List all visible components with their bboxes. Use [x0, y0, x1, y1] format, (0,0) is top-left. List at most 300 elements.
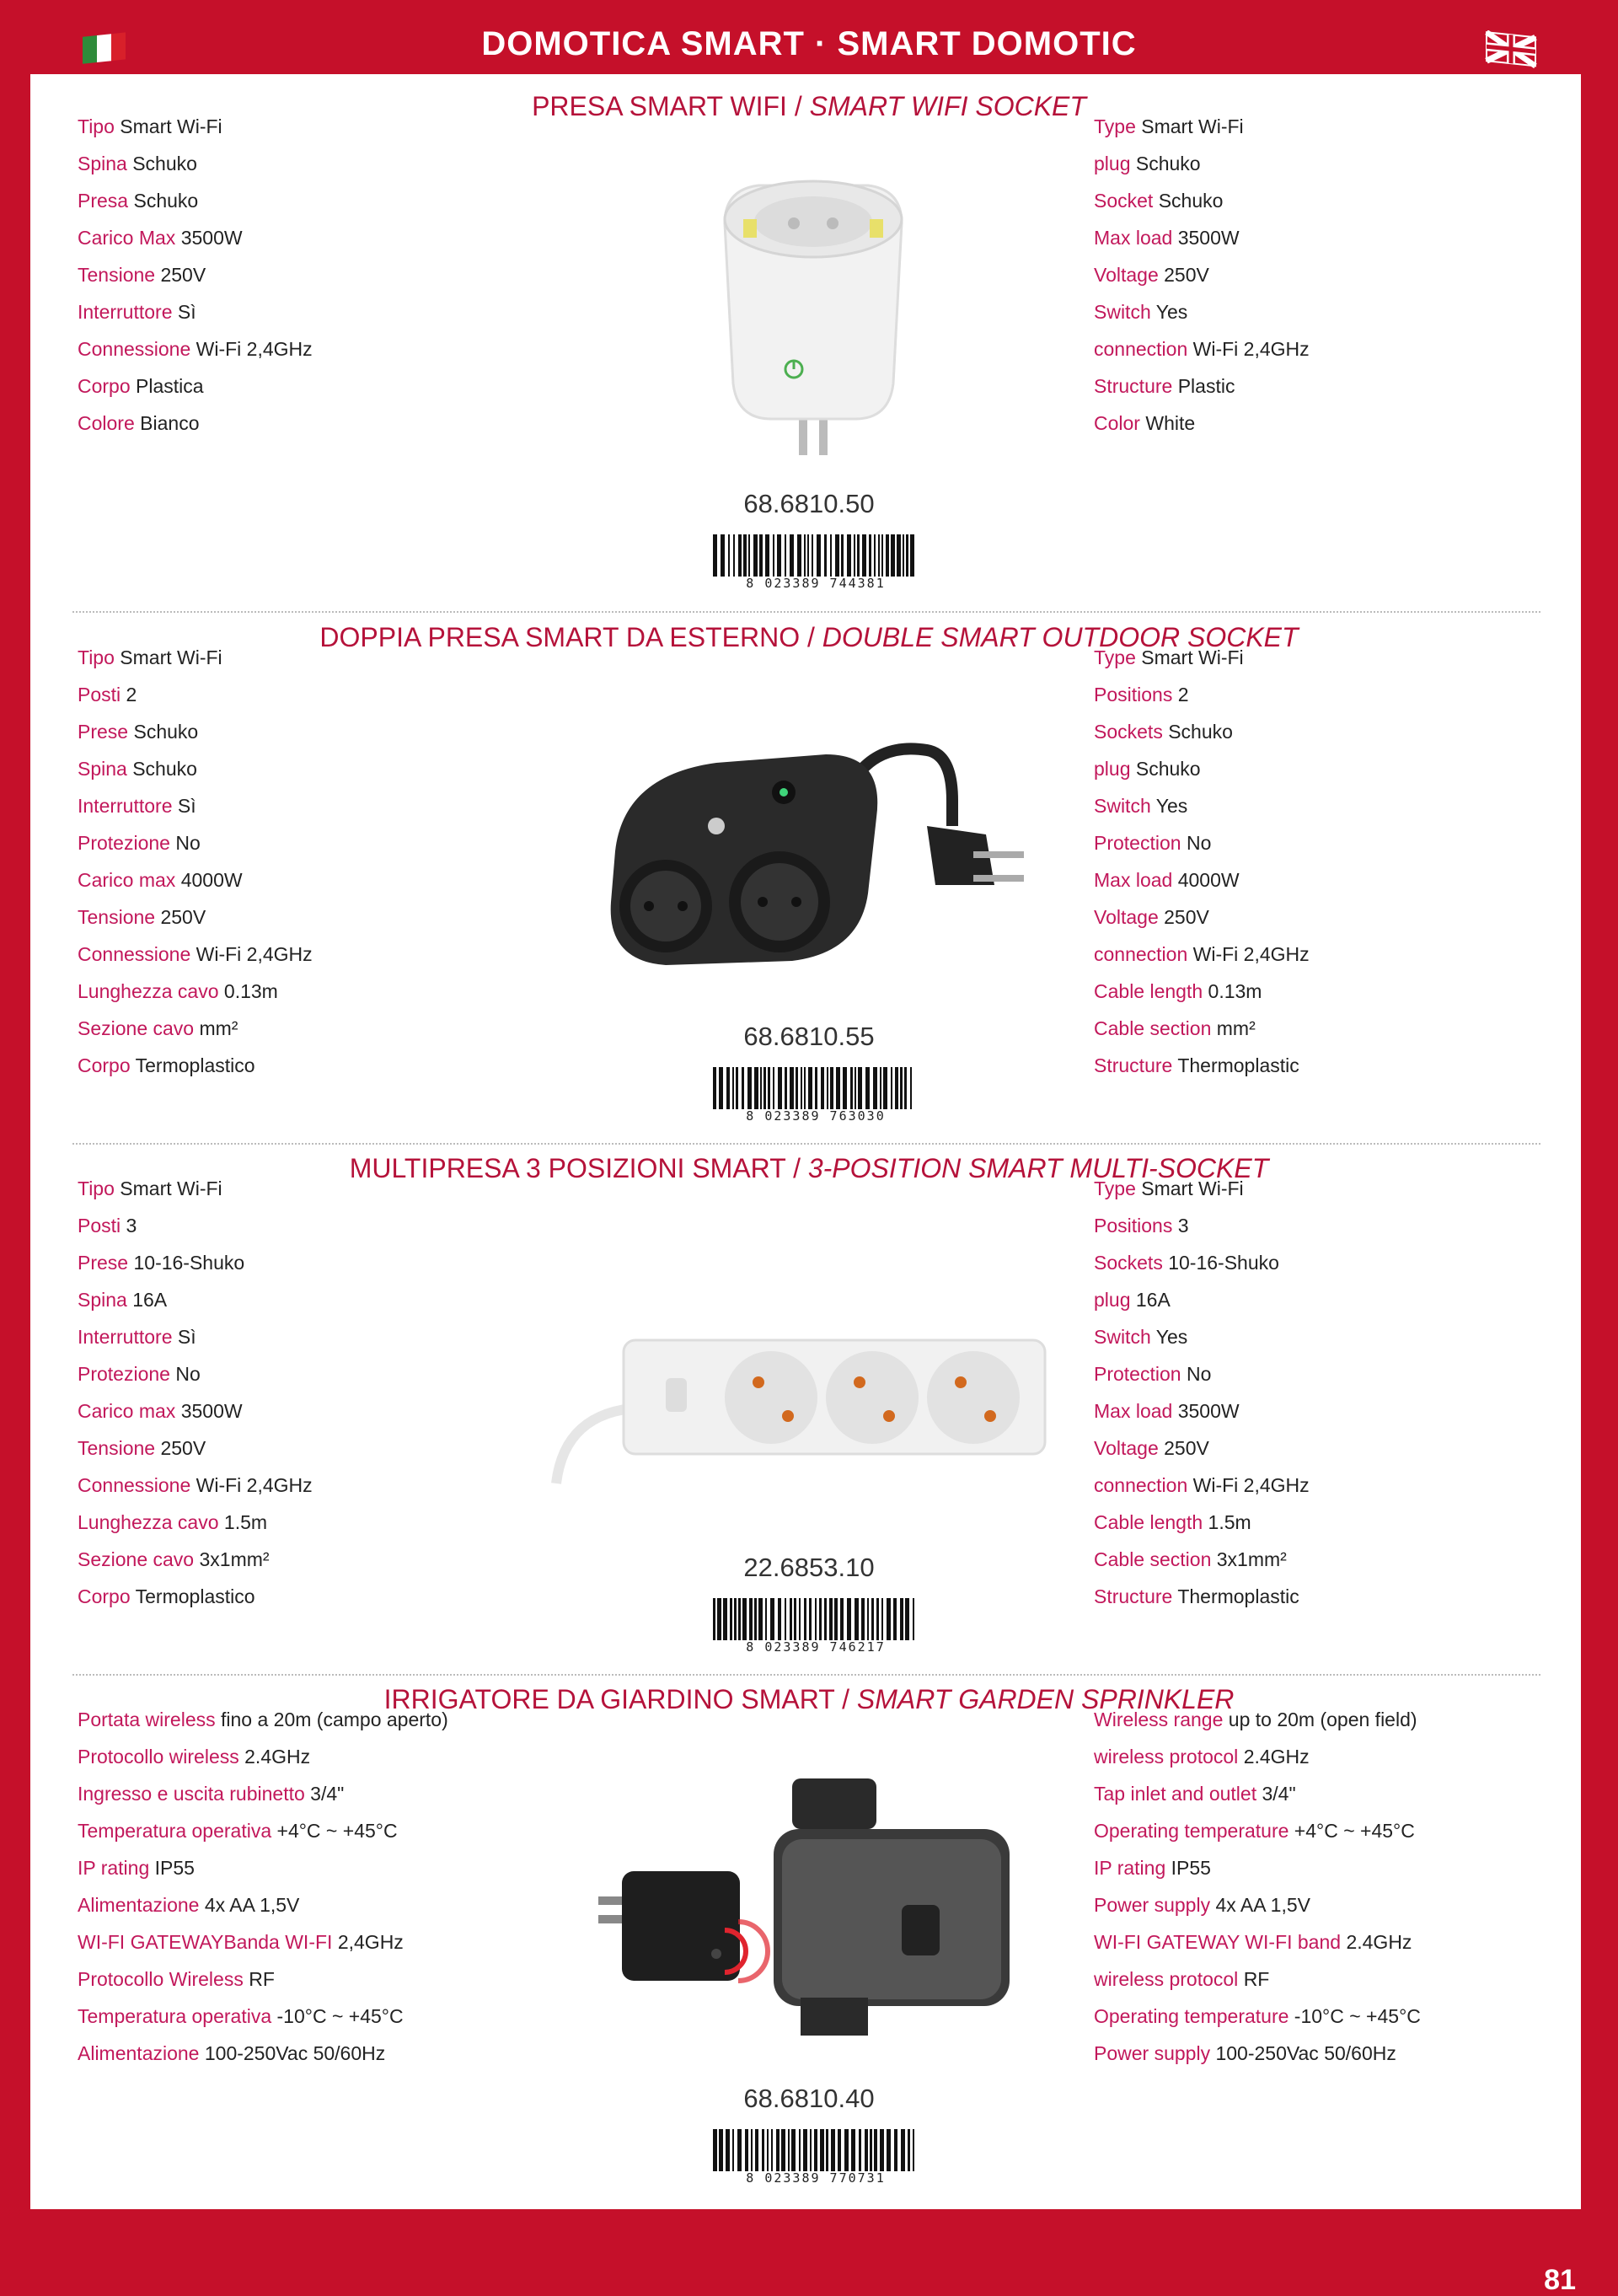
spec-value: Smart Wi-Fi: [120, 646, 222, 668]
barcode-bar: [768, 1067, 770, 1109]
barcode-bar: [713, 534, 717, 577]
spec-label: Connessione: [78, 338, 191, 360]
barcode-bar: [886, 534, 889, 577]
spec-row: [1094, 936, 1310, 973]
spec-value: Wi-Fi 2,4GHz: [196, 338, 313, 360]
spec-value: 250V: [1164, 906, 1209, 928]
page-title: DOMOTICA SMART · SMART DOMOTIC: [481, 25, 1137, 62]
spec-value: mm²: [1216, 1017, 1256, 1039]
barcode-bar: [873, 1067, 877, 1109]
spec-row: [78, 2035, 448, 2072]
spec-label: Spina: [78, 1289, 127, 1311]
barcode-bar: [869, 534, 871, 577]
barcode-bar: [799, 2129, 801, 2171]
spec-value: 2.4GHz: [1243, 1746, 1310, 1768]
barcode-bar: [804, 534, 806, 577]
barcode-bar: [910, 1067, 912, 1109]
spec-label: Protocollo wireless: [78, 1746, 239, 1768]
barcode: [713, 534, 919, 590]
spec-value: Schuko: [133, 190, 199, 212]
spec-row: [78, 1318, 313, 1355]
barcode-bar: [821, 1067, 824, 1109]
header-bar: [0, 0, 1618, 74]
title-separator: /: [834, 1684, 857, 1714]
barcode-digits: 8 023389 746217: [746, 1639, 886, 1655]
barcode-bar: [781, 2129, 785, 2171]
spec-label: Max load: [1094, 869, 1173, 891]
spec-list-it: [78, 639, 313, 1084]
spec-value: 3x1mm²: [1216, 1548, 1287, 1570]
spec-value: 3/4": [310, 1783, 345, 1805]
barcode-bar: [762, 2129, 764, 2171]
barcode-bar: [874, 2129, 877, 2171]
barcode-bar: [826, 2129, 828, 2171]
barcode-bar: [820, 2129, 824, 2171]
title-separator: /: [800, 622, 822, 652]
spec-value: Thermoplastic: [1177, 1585, 1299, 1607]
barcode-bar: [830, 1067, 833, 1109]
barcode-bar: [855, 1598, 859, 1640]
spec-value: Smart Wi-Fi: [1141, 1178, 1244, 1199]
spec-value: Smart Wi-Fi: [120, 1178, 222, 1199]
spec-label: plug: [1094, 758, 1131, 780]
spec-row: [78, 367, 313, 405]
spec-row: [1094, 145, 1310, 182]
barcode-bar: [893, 1598, 897, 1640]
spec-label: plug: [1094, 1289, 1131, 1311]
spec-row: [1094, 713, 1310, 750]
spec-label: connection: [1094, 943, 1188, 965]
barcode-bar: [903, 534, 904, 577]
spec-value: mm²: [199, 1017, 238, 1039]
spec-value: 10-16-Shuko: [1168, 1252, 1279, 1274]
section-divider: [72, 1143, 1540, 1145]
spec-label: Cable length: [1094, 980, 1203, 1002]
barcode-bar: [904, 1067, 907, 1109]
spec-row: [1094, 1923, 1421, 1961]
barcode-bar: [758, 1598, 763, 1640]
barcode-bars: [713, 534, 919, 578]
spec-value: 2: [1177, 684, 1189, 705]
barcode-bar: [777, 534, 781, 577]
barcode-bar: [880, 2129, 884, 2171]
barcode-bar: [726, 2129, 730, 2171]
spec-label: Type: [1094, 646, 1136, 668]
spec-value: 0.13m: [1208, 980, 1262, 1002]
barcode-bar: [753, 534, 758, 577]
spec-row: [78, 293, 313, 330]
spec-value: fino a 20m (campo aperto): [221, 1709, 448, 1730]
spec-value: up to 20m (open field): [1228, 1709, 1417, 1730]
barcode-bar: [913, 2129, 914, 2171]
spec-value: No: [1186, 832, 1212, 854]
spec-row: [1094, 1812, 1421, 1849]
spec-label: Posti: [78, 684, 121, 705]
spec-value: Wi-Fi 2,4GHz: [196, 1474, 313, 1496]
spec-row: [78, 1467, 313, 1504]
spec-label: IP rating: [1094, 1857, 1166, 1879]
spec-row: [1094, 405, 1310, 442]
barcode-bar: [788, 2129, 790, 2171]
spec-value: Termoplastico: [135, 1054, 255, 1076]
spec-value: 100-250Vac 50/60Hz: [1215, 2042, 1396, 2064]
spec-label: Cable length: [1094, 1511, 1203, 1533]
barcode-bar: [815, 1067, 817, 1109]
wifi-socket-image: [708, 173, 919, 459]
spec-row: [78, 676, 313, 713]
barcode-bar: [799, 1598, 801, 1640]
barcode-bar: [838, 2129, 841, 2171]
spec-value: Yes: [1155, 301, 1188, 323]
barcode-bar: [901, 2129, 905, 2171]
spec-row: [78, 330, 313, 367]
spec-row: [78, 1849, 448, 1886]
spec-value: 4000W: [180, 869, 243, 891]
barcode-bar: [785, 1067, 787, 1109]
spec-list-en: [1094, 1701, 1421, 2072]
spec-label: Corpo: [78, 1054, 131, 1076]
barcode-bar: [713, 1598, 715, 1640]
barcode-bar: [754, 1598, 757, 1640]
spec-row: [78, 1392, 313, 1430]
spec-value: 250V: [160, 906, 206, 928]
spec-row: [78, 973, 313, 1010]
barcode-bar: [790, 1067, 794, 1109]
barcode-bar: [773, 534, 774, 577]
spec-label: Sockets: [1094, 1252, 1163, 1274]
spec-value: Termoplastico: [135, 1585, 255, 1607]
spec-row: [1094, 1355, 1310, 1392]
spec-row: [78, 750, 313, 787]
barcode-bar: [865, 2129, 868, 2171]
spec-label: wireless protocol: [1094, 1968, 1239, 1990]
spec-label: Positions: [1094, 684, 1173, 705]
spec-row: [1094, 1504, 1310, 1541]
barcode-bar: [736, 1067, 738, 1109]
spec-row: [78, 936, 313, 973]
spec-label: Protection: [1094, 1363, 1181, 1385]
barcode-digits: 8 023389 763030: [746, 1108, 886, 1124]
spec-label: Tipo: [78, 646, 115, 668]
spec-row: [78, 405, 313, 442]
spec-row: [1094, 1170, 1310, 1207]
spec-label: Interruttore: [78, 301, 173, 323]
barcode-bar: [900, 1598, 903, 1640]
barcode-bar: [771, 2129, 773, 2171]
barcode-bar: [713, 2129, 717, 2171]
spec-value: Smart Wi-Fi: [1141, 646, 1244, 668]
barcode-bar: [807, 534, 809, 577]
spec-row: [1094, 1849, 1421, 1886]
spec-value: Schuko: [1158, 190, 1224, 212]
spec-label: Tipo: [78, 1178, 115, 1199]
spec-label: Spina: [78, 758, 127, 780]
spec-value: Bianco: [140, 412, 200, 434]
barcode-bar: [827, 1067, 828, 1109]
spec-value: Smart Wi-Fi: [1141, 115, 1244, 137]
spec-label: Presa: [78, 190, 129, 212]
spec-value: Plastica: [136, 375, 204, 397]
spec-label: Cable section: [1094, 1017, 1212, 1039]
spec-row: [78, 1244, 313, 1281]
spec-value: 3: [126, 1215, 137, 1237]
spec-label: Positions: [1094, 1215, 1173, 1237]
spec-label: Max load: [1094, 1400, 1173, 1422]
barcode-bar: [755, 2129, 758, 2171]
barcode-bar: [728, 534, 730, 577]
spec-value: Schuko: [133, 721, 199, 743]
barcode-bar: [730, 1598, 732, 1640]
spec-label: Tensione: [78, 1437, 156, 1459]
spec-value: +4°C ~ +45°C: [276, 1820, 398, 1842]
spec-value: Schuko: [1135, 758, 1201, 780]
spec-value: Schuko: [132, 153, 197, 174]
spec-label: Max load: [1094, 227, 1173, 249]
spec-value: 250V: [1164, 264, 1209, 286]
barcode-bar: [719, 1067, 723, 1109]
spec-row: [1094, 1392, 1310, 1430]
spec-label: Voltage: [1094, 906, 1159, 928]
barcode-bar: [738, 1598, 741, 1640]
spec-value: Thermoplastic: [1177, 1054, 1299, 1076]
spec-row: [78, 824, 313, 861]
title-it: DOPPIA PRESA SMART DA ESTERNO: [319, 622, 801, 652]
spec-label: Protocollo Wireless: [78, 1968, 244, 1990]
barcode-bars: [713, 2129, 919, 2173]
spec-value: 2.4GHz: [244, 1746, 311, 1768]
barcode-bar: [770, 1598, 774, 1640]
barcode-bar: [778, 1598, 781, 1640]
barcode-bar: [895, 1067, 898, 1109]
spec-row: [1094, 1047, 1310, 1084]
spec-value: Schuko: [132, 758, 197, 780]
spec-label: Alimentazione: [78, 1894, 200, 1916]
barcode-bar: [817, 534, 821, 577]
spec-row: [1094, 1738, 1421, 1775]
barcode-bar: [824, 534, 827, 577]
spec-row: [1094, 1998, 1421, 2035]
title-it: MULTIPRESA 3 POSIZIONI SMART: [349, 1153, 786, 1183]
spec-row: [1094, 1244, 1310, 1281]
spec-value: 16A: [1135, 1289, 1171, 1311]
spec-list-it: [78, 1170, 313, 1615]
barcode-bar: [751, 2129, 753, 2171]
spec-value: 2: [126, 684, 137, 705]
spec-list-en: [1094, 1170, 1310, 1615]
barcode-bar: [876, 1598, 879, 1640]
spec-label: Operating temperature: [1094, 1820, 1289, 1842]
spec-value: 10-16-Shuko: [133, 1252, 245, 1274]
spec-row: [78, 1355, 313, 1392]
spec-label: Color: [1094, 412, 1140, 434]
spec-label: Carico max: [78, 869, 176, 891]
barcode-bar: [809, 1598, 812, 1640]
barcode-bar: [878, 534, 880, 577]
spec-label: WI-FI GATEWAYBanda WI-FI: [78, 1931, 333, 1953]
spec-value: Wi-Fi 2,4GHz: [1192, 338, 1310, 360]
product-code: 68.6810.55: [743, 1022, 875, 1051]
spec-label: Tap inlet and outlet: [1094, 1783, 1257, 1805]
barcode-bar: [804, 1067, 806, 1109]
spec-value: Wi-Fi 2,4GHz: [1192, 1474, 1310, 1496]
spec-row: [1094, 1467, 1310, 1504]
spec-label: Type: [1094, 115, 1136, 137]
outdoor-socket-image: [598, 725, 1037, 978]
barcode-bar: [808, 1067, 812, 1109]
spec-label: Tipo: [78, 115, 115, 137]
spec-value: White: [1145, 412, 1196, 434]
spec-row: [78, 1170, 313, 1207]
spec-label: Lunghezza cavo: [78, 980, 219, 1002]
barcode: [713, 1067, 919, 1123]
barcode-bar: [900, 1067, 903, 1109]
barcode-bar: [857, 534, 860, 577]
spec-label: Structure: [1094, 1054, 1173, 1076]
spec-row: [78, 1047, 313, 1084]
spec-label: Sezione cavo: [78, 1017, 195, 1039]
barcode-bar: [797, 534, 801, 577]
spec-row: [78, 1812, 448, 1849]
spec-value: 16A: [132, 1289, 168, 1311]
spec-value: 3/4": [1262, 1783, 1296, 1805]
spec-row: [78, 713, 313, 750]
spec-label: Wireless range: [1094, 1709, 1224, 1730]
barcode-bar: [887, 1598, 891, 1640]
spec-label: Operating temperature: [1094, 2005, 1289, 2027]
barcode: [713, 2129, 919, 2185]
barcode-bar: [776, 2129, 780, 2171]
barcode-bar: [865, 1067, 870, 1109]
spec-label: Structure: [1094, 1585, 1173, 1607]
title-separator: /: [785, 1153, 808, 1183]
spec-row: [1094, 219, 1310, 256]
barcode-bar: [819, 1598, 822, 1640]
spec-label: Voltage: [1094, 1437, 1159, 1459]
barcode-bars: [713, 1067, 919, 1111]
spec-label: Sezione cavo: [78, 1548, 195, 1570]
barcode-bar: [840, 1598, 844, 1640]
barcode-digits: 8 023389 770731: [746, 2170, 886, 2186]
spec-value: Schuko: [1135, 153, 1201, 174]
spec-label: connection: [1094, 338, 1188, 360]
barcode-bar: [847, 1598, 851, 1640]
barcode-digits: 8 023389 744381: [746, 576, 886, 591]
barcode-bar: [854, 534, 855, 577]
barcode-bar: [880, 1067, 881, 1109]
barcode-bar: [747, 1067, 752, 1109]
spec-value: RF: [249, 1968, 275, 1990]
barcode-bar: [870, 2129, 872, 2171]
spec-label: Type: [1094, 1178, 1136, 1199]
spec-value: Sì: [177, 795, 196, 817]
spec-label: Connessione: [78, 943, 191, 965]
spec-value: No: [1186, 1363, 1212, 1385]
spec-label: Corpo: [78, 375, 131, 397]
spec-label: Connessione: [78, 1474, 191, 1496]
spec-label: plug: [1094, 153, 1131, 174]
barcode-bar: [891, 534, 895, 577]
spec-row: [78, 1998, 448, 2035]
spec-label: connection: [1094, 1474, 1188, 1496]
barcode-bar: [913, 1598, 914, 1640]
title-it: PRESA SMART WIFI: [532, 91, 787, 121]
spec-value: +4°C ~ +45°C: [1294, 1820, 1415, 1842]
spec-label: Socket: [1094, 190, 1154, 212]
barcode-bar: [851, 2129, 855, 2171]
spec-row: [1094, 676, 1310, 713]
barcode-bar: [841, 534, 844, 577]
barcode-bar: [745, 2129, 748, 2171]
spec-value: Plastic: [1177, 375, 1235, 397]
spec-value: Sì: [177, 1326, 196, 1348]
spec-row: [1094, 787, 1310, 824]
spec-label: Cable section: [1094, 1548, 1212, 1570]
spec-value: -10°C ~ +45°C: [276, 2005, 404, 2027]
spec-value: 0.13m: [223, 980, 278, 1002]
spec-row: [1094, 256, 1310, 293]
spec-row: [78, 1886, 448, 1923]
spec-value: Yes: [1155, 1326, 1188, 1348]
barcode-bars: [713, 1598, 919, 1642]
spec-label: Protezione: [78, 832, 170, 854]
spec-value: 3: [1177, 1215, 1189, 1237]
barcode-bar: [790, 1598, 792, 1640]
barcode-bar: [812, 534, 813, 577]
barcode-bar: [801, 1067, 802, 1109]
barcode-bar: [763, 1067, 766, 1109]
spec-label: Structure: [1094, 375, 1173, 397]
spec-row: [1094, 1775, 1421, 1812]
page-number: 81: [1544, 2264, 1576, 2296]
barcode-bar: [785, 1598, 786, 1640]
spec-row: [78, 787, 313, 824]
spec-row: [78, 1281, 313, 1318]
barcode-bar: [749, 1598, 753, 1640]
barcode-bar: [734, 1598, 737, 1640]
barcode-bar: [737, 2129, 742, 2171]
barcode-bar: [834, 1598, 838, 1640]
spec-row: [1094, 1281, 1310, 1318]
barcode-bar: [713, 1067, 716, 1109]
multi-socket-image: [548, 1332, 1053, 1492]
spec-row: [1094, 1318, 1310, 1355]
spec-row: [78, 639, 313, 676]
spec-label: Interruttore: [78, 1326, 173, 1348]
title-separator: /: [786, 91, 810, 121]
barcode-bar: [804, 1598, 806, 1640]
barcode-bar: [759, 534, 763, 577]
spec-value: 3500W: [1177, 227, 1240, 249]
spec-value: 250V: [160, 1437, 206, 1459]
spec-row: [78, 108, 313, 145]
spec-label: Lunghezza cavo: [78, 1511, 219, 1533]
spec-value: 250V: [1164, 1437, 1209, 1459]
barcode-bar: [754, 1067, 758, 1109]
spec-value: 1.5m: [223, 1511, 268, 1533]
barcode-bar: [905, 1598, 909, 1640]
spec-label: Carico Max: [78, 227, 176, 249]
barcode-bar: [803, 2129, 807, 2171]
spec-row: [1094, 1430, 1310, 1467]
spec-row: [1094, 1961, 1421, 1998]
spec-label: Interruttore: [78, 795, 173, 817]
spec-label: Switch: [1094, 301, 1151, 323]
product-code: 22.6853.10: [743, 1553, 875, 1582]
product-code: 68.6810.50: [743, 489, 875, 518]
title-en: 3-POSITION SMART MULTI-SOCKET: [807, 1153, 1269, 1183]
spec-label: Prese: [78, 1252, 129, 1274]
spec-label: Voltage: [1094, 264, 1159, 286]
